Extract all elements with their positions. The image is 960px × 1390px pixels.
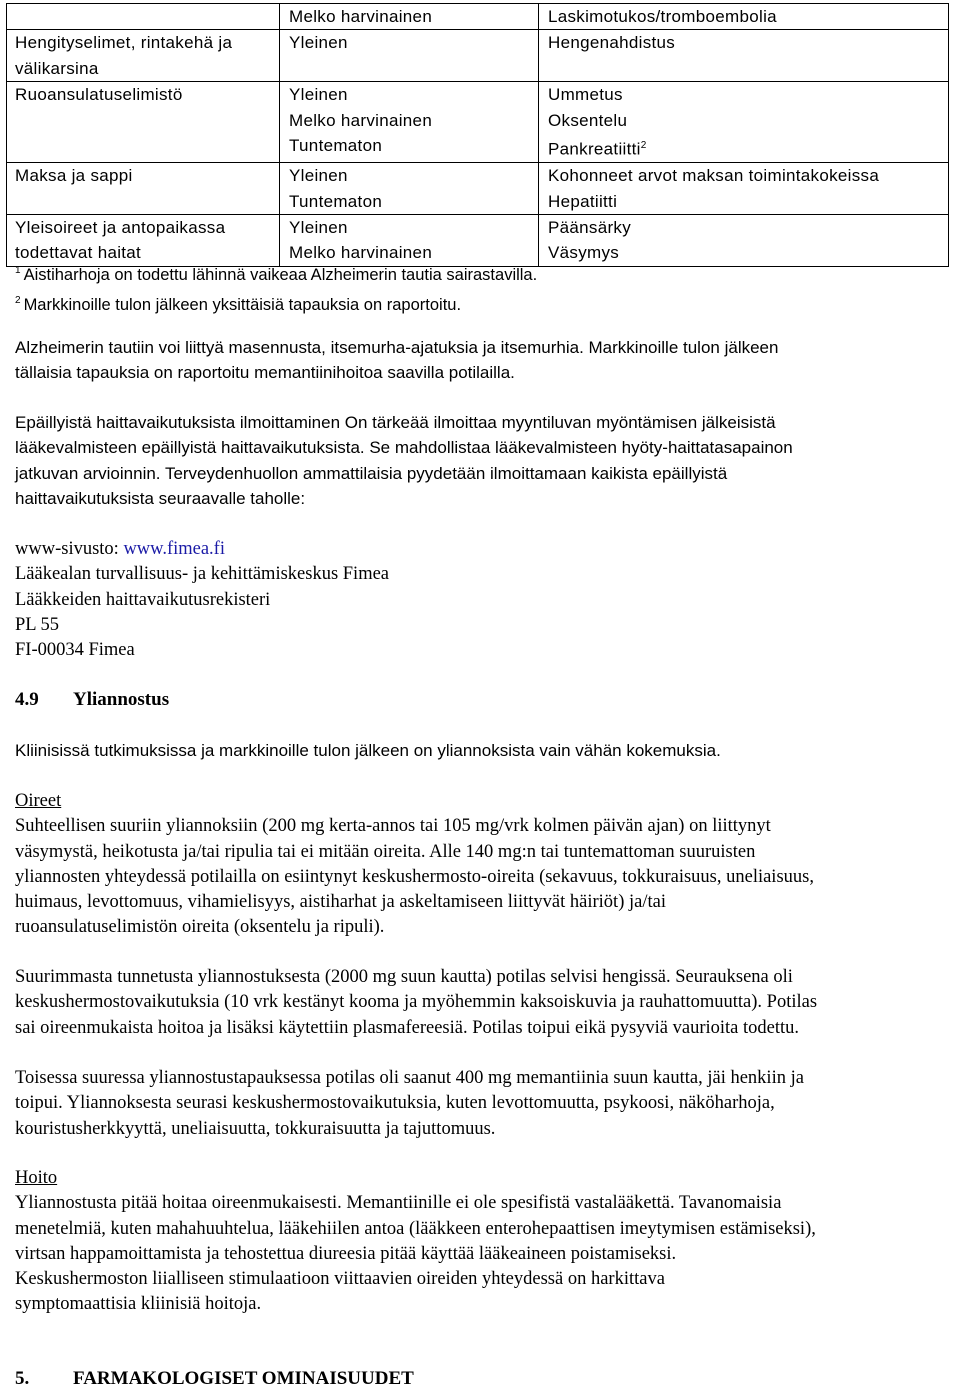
effect-text: Pankreatiitti bbox=[548, 139, 641, 159]
fimea-website-link[interactable]: www.fimea.fi bbox=[123, 539, 225, 559]
footnote bbox=[15, 288, 950, 318]
organ-class-cell bbox=[7, 82, 280, 163]
adverse-effects-table bbox=[6, 3, 949, 267]
text-line: väsymystä, heikotusta ja/tai ripulia tai ei mitään oireita. Alle 140 mg:n tai tuntemattoman suuruisten bbox=[15, 841, 756, 862]
second-overdose-paragraph bbox=[15, 1066, 950, 1142]
cell-line: Yleisoireet ja antopaikassa bbox=[15, 217, 226, 237]
frequency-cell bbox=[280, 4, 539, 30]
alzheimer-depression-paragraph bbox=[15, 335, 950, 386]
cell-line: Maksa ja sappi bbox=[15, 166, 133, 186]
table-row bbox=[7, 4, 949, 30]
cell-line: Yleinen bbox=[289, 166, 348, 186]
fimea-contact-block bbox=[15, 537, 950, 663]
contact-line: Lääkealan turvallisuus- ja kehittämiskeskus Fimea bbox=[15, 564, 390, 585]
frequency-cell bbox=[280, 82, 539, 163]
cell-line: välikarsina bbox=[15, 58, 99, 78]
cell-line: Ummetus bbox=[548, 85, 623, 105]
text-line: keskushermostovaikutuksia (10 vrk kestänyt kooma ja myöhemmin kaksoiskuvia ja rauhattomuutta). Potilas bbox=[15, 992, 818, 1013]
text-line: yliannosten yhteydessä potilailla on esiintynyt keskushermosto-oireita (sekavuus, tokkuraisuus, uneliaisuus, bbox=[15, 866, 814, 887]
table-footnotes bbox=[15, 258, 950, 318]
text-line: virtsan happamoittamista ja tehostettua diureesia pitää käyttää lääkeaineen poistamiseksi. bbox=[15, 1243, 677, 1264]
footnote bbox=[15, 258, 950, 288]
text-line: menetelmiä, kuten mahahuuhtelua, lääkehiilen antoa (lääkkeen enterohepaattisen imeytymisen estämiseksi), bbox=[15, 1218, 816, 1239]
text-line: ruoansulatuselimistön oireita (oksentelu ja ripuli). bbox=[15, 917, 385, 938]
footnote-mark: 1 bbox=[15, 265, 21, 276]
cell-line: Kohonneet arvot maksan toimintakokeissa bbox=[548, 166, 880, 186]
footnote-text: Aistiharhoja on todettu lähinnä vaikeaa Alzheimerin tautia sairastavilla. bbox=[23, 266, 538, 284]
symptoms-section bbox=[15, 789, 950, 941]
text-line: toipui. Yliannoksesta seurasi keskushermostovaikutuksia, kuten levottomuutta, psykoosi, näköharhoja, bbox=[15, 1093, 775, 1114]
adverse-effect-cell bbox=[539, 82, 949, 163]
cell-line: Melko harvinainen bbox=[289, 7, 433, 26]
text-line: Kliinisissä tutkimuksissa ja markkinoille tulon jälkeen on yliannoksista vain vähän kokemuksia. bbox=[15, 741, 721, 760]
cell-line: Päänsärky bbox=[548, 217, 632, 237]
cell-line: Laskimotukos/tromboembolia bbox=[548, 7, 777, 26]
contact-line: Lääkkeiden haittavaikutusrekisteri bbox=[15, 589, 271, 610]
text-line: jatkuvan arvioinnin. Terveydenhuollon ammattilaisia pyydetään ilmoittamaan kaikista epäillyistä bbox=[15, 463, 728, 483]
cell-line: Tuntematon bbox=[289, 136, 383, 156]
adverse-effect-cell bbox=[539, 30, 949, 82]
cell-line: Väsymys bbox=[548, 243, 620, 263]
cell-line: Tuntematon bbox=[289, 191, 383, 211]
table-row bbox=[7, 163, 949, 215]
text-line: Suurimmasta tunnetusta yliannostuksesta (2000 mg suun kautta) potilas selvisi hengissä. Seurauksena oli bbox=[15, 967, 793, 987]
cell-line: Melko harvinainen bbox=[289, 243, 433, 263]
table-row bbox=[7, 30, 949, 82]
frequency-cell bbox=[280, 163, 539, 215]
section-heading-4-9 bbox=[15, 689, 950, 711]
organ-class-cell bbox=[7, 4, 280, 30]
text-line: lääkevalmisteen epäillyistä haittavaikutuksista. Se mahdollistaa lääkevalmisteen hyöty-haittatasapainon bbox=[15, 438, 793, 458]
text-line: Keskushermoston liialliseen stimulaatioon viittaavien oireiden yhteydessä on harkittava bbox=[15, 1269, 665, 1290]
section-number: 5. bbox=[15, 1368, 30, 1389]
footnote-text: Markkinoille tulon jälkeen yksittäisiä tapauksia on raportoitu. bbox=[23, 296, 462, 314]
adverse-reporting-paragraph bbox=[15, 410, 950, 511]
treatment-section bbox=[15, 1166, 950, 1318]
cell-line: Yleinen bbox=[289, 217, 348, 237]
contact-line: FI-00034 Fimea bbox=[15, 640, 135, 661]
adverse-effects-table-body bbox=[7, 4, 949, 267]
largest-overdose-paragraph bbox=[15, 965, 950, 1041]
text-line: Epäillyistä haittavaikutuksista ilmoittaminen On tärkeää ilmoittaa myyntiluvan myöntämisen jälkeisistä bbox=[15, 413, 776, 432]
cell-line: todettavat haitat bbox=[15, 243, 142, 263]
table-row bbox=[7, 82, 949, 163]
organ-class-cell bbox=[7, 30, 280, 82]
section-heading-5 bbox=[15, 1368, 950, 1390]
frequency-cell bbox=[280, 30, 539, 82]
website-line bbox=[15, 537, 950, 562]
cell-line: Hengenahdistus bbox=[548, 33, 676, 53]
cell-line: Melko harvinainen bbox=[289, 110, 433, 130]
symptoms-heading: Oireet bbox=[15, 791, 62, 811]
organ-class-cell bbox=[7, 163, 280, 215]
section-number: 4.9 bbox=[15, 689, 39, 710]
section-title: Yliannostus bbox=[73, 689, 170, 710]
text-line: Suhteellisen suuriin yliannoksiin (200 mg kerta-annos tai 105 mg/vrk kolmen päivän ajan) on liittynyt bbox=[15, 816, 771, 837]
website-label: www-sivusto: bbox=[15, 539, 124, 559]
section-title: FARMAKOLOGISET OMINAISUUDET bbox=[73, 1368, 414, 1389]
cell-line: Yleinen bbox=[289, 85, 348, 105]
text-line: haittavaikutuksista seuraavalle taholle: bbox=[15, 488, 306, 508]
adverse-effect-cell bbox=[539, 4, 949, 30]
cell-line: Hepatiitti bbox=[548, 191, 618, 211]
adverse-effect-cell bbox=[539, 163, 949, 215]
text-line: huimaus, levottomuus, vihamielisyys, aistiharhat ja askeltamiseen liittyvät häiriöt) ja/tai bbox=[15, 892, 666, 913]
cell-line bbox=[548, 133, 948, 162]
text-line: Toisessa suuressa yliannostustapauksessa potilas oli saanut 400 mg memantiinia suun kautta, jäi henkiin ja bbox=[15, 1068, 804, 1088]
cell-line: Oksentelu bbox=[548, 110, 628, 130]
cell-line: Yleinen bbox=[289, 33, 348, 53]
cell-line: Hengityselimet, rintakehä ja bbox=[15, 33, 233, 53]
text-line: kouristusherkkyyttä, uneliaisuutta, tokkuraisuutta ja tajuttomuus. bbox=[15, 1118, 496, 1139]
text-line: sai oireenmukaista hoitoa ja lisäksi käytettiin plasmafereesiä. Potilas toipui eikä pysyviä vaurioita todettu. bbox=[15, 1017, 800, 1038]
contact-line: PL 55 bbox=[15, 614, 60, 635]
cell-line: Ruoansulatuselimistö bbox=[15, 85, 183, 105]
text-line: Alzheimerin tautiin voi liittyä masennusta, itsemurha-ajatuksia ja itsemurhia. Markkinoille tulon jälkeen bbox=[15, 338, 779, 357]
footnote-marker: 2 bbox=[640, 140, 647, 152]
treatment-heading: Hoito bbox=[15, 1168, 58, 1188]
text-line: Yliannostusta pitää hoitaa oireenmukaisesti. Memantiinille ei ole spesifistä vastalääkettä. Tavanomaisia bbox=[15, 1193, 782, 1214]
overdose-intro-paragraph bbox=[15, 738, 950, 763]
footnote-mark: 2 bbox=[15, 295, 21, 306]
text-line: tällaisia tapauksia on raportoitu memantiinihoitoa saavilla potilailla. bbox=[15, 363, 515, 383]
text-line: symptomaattisia kliinisiä hoitoja. bbox=[15, 1294, 262, 1315]
